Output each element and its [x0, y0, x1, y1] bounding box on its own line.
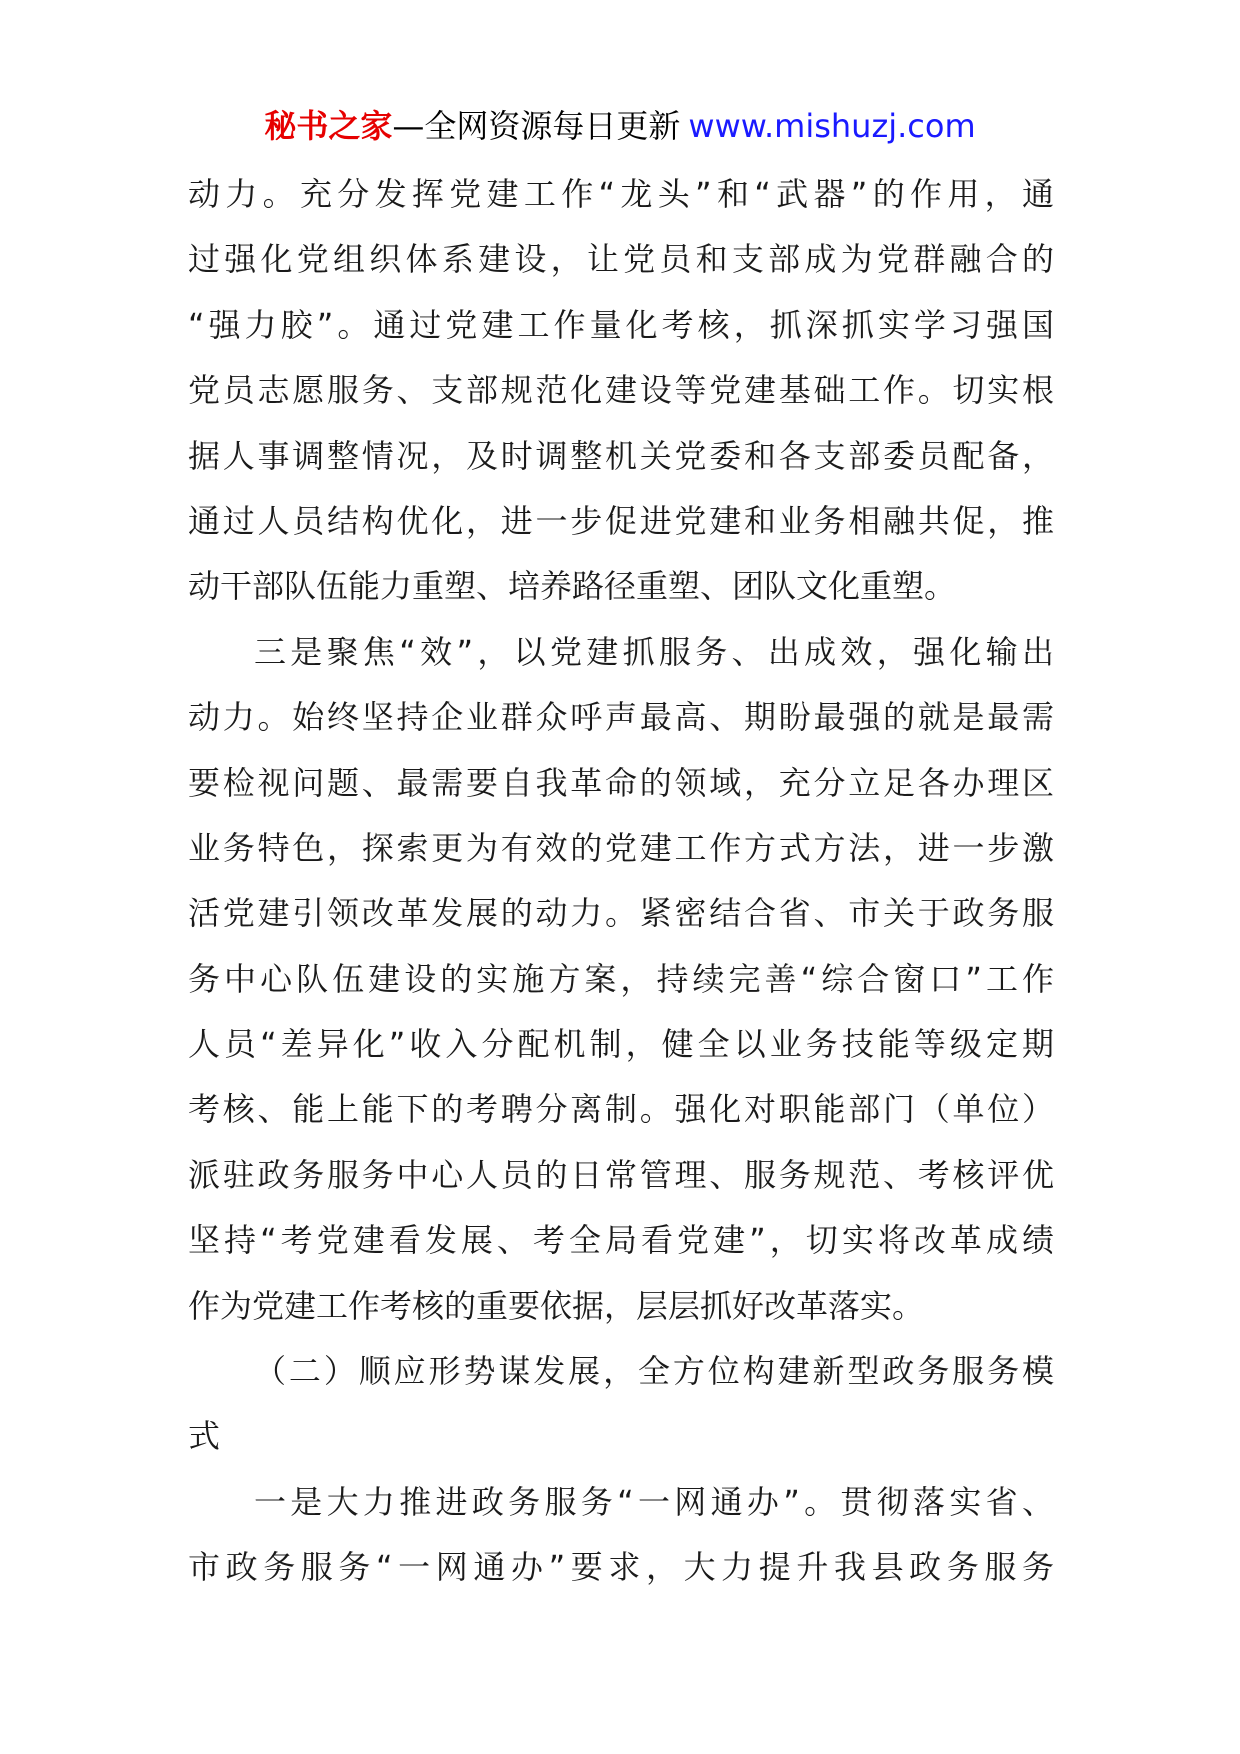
text-line: 一是大力推进政务服务“一网通办”。贯彻落实省、: [254, 1482, 1054, 1521]
text-line: （二）顺应形势谋发展，全方位构建新型政务服务模: [254, 1352, 1054, 1391]
site-url-link[interactable]: www.mishuzj.com: [688, 107, 976, 145]
text-line: 业务特色，探索更为有效的党建工作方式方法，进一步激: [188, 828, 1054, 867]
text-line: 务中心队伍建设的实施方案，持续完善“综合窗口”工作: [188, 959, 1054, 998]
page-header: [0, 104, 1240, 148]
text-line: 动力。充分发挥党建工作“龙头”和“武器”的作用，通: [188, 175, 1054, 213]
text-line: 据人事调整情况，及时调整机关党委和各支部委员配备，: [188, 436, 1054, 475]
text-line: 市政务服务“一网通办”要求，大力提升我县政务服务: [188, 1548, 1054, 1587]
text-line: 三是聚焦“效”，以党建抓服务、出成效，强化输出: [254, 632, 1054, 671]
text-line: 过强化党组织体系建设，让党员和支部成为党群融合的: [188, 240, 1054, 279]
text-line: 派驻政务服务中心人员的日常管理、服务规范、考核评优: [188, 1155, 1054, 1194]
header-tagline: —全网资源每日更新: [392, 107, 681, 145]
text-line: 要检视问题、最需要自我革命的领域，充分立足各办理区: [188, 763, 1054, 802]
text-line: 作为党建工作考核的重要依据，层层抓好改革落实。: [188, 1286, 925, 1325]
text-line: 式: [188, 1417, 221, 1456]
text-line: 动力。始终坚持企业群众呼声最高、期盼最强的就是最需: [188, 698, 1054, 737]
text-line: “强力胶”。通过党建工作量化考核，抓深抓实学习强国: [188, 305, 1054, 344]
text-line: 坚持“考党建看发展、考全局看党建”，切实将改革成绩: [188, 1221, 1054, 1260]
text-line: 动干部队伍能力重塑、培养路径重塑、团队文化重塑。: [188, 567, 957, 606]
text-line: 党员志愿服务、支部规范化建设等党建基础工作。切实根: [188, 371, 1054, 410]
text-line: 活党建引领改革发展的动力。紧密结合省、市关于政务服: [188, 894, 1054, 933]
brand-name: 秘书之家: [264, 107, 393, 145]
text-line: 考核、能上能下的考聘分离制。强化对职能部门（单位）: [188, 1090, 1054, 1129]
text-line: 人员“差异化”收入分配机制，健全以业务技能等级定期: [188, 1025, 1054, 1064]
text-line: 通过人员结构优化，进一步促进党建和业务相融共促，推: [188, 501, 1054, 540]
document-body: [188, 162, 1054, 1601]
